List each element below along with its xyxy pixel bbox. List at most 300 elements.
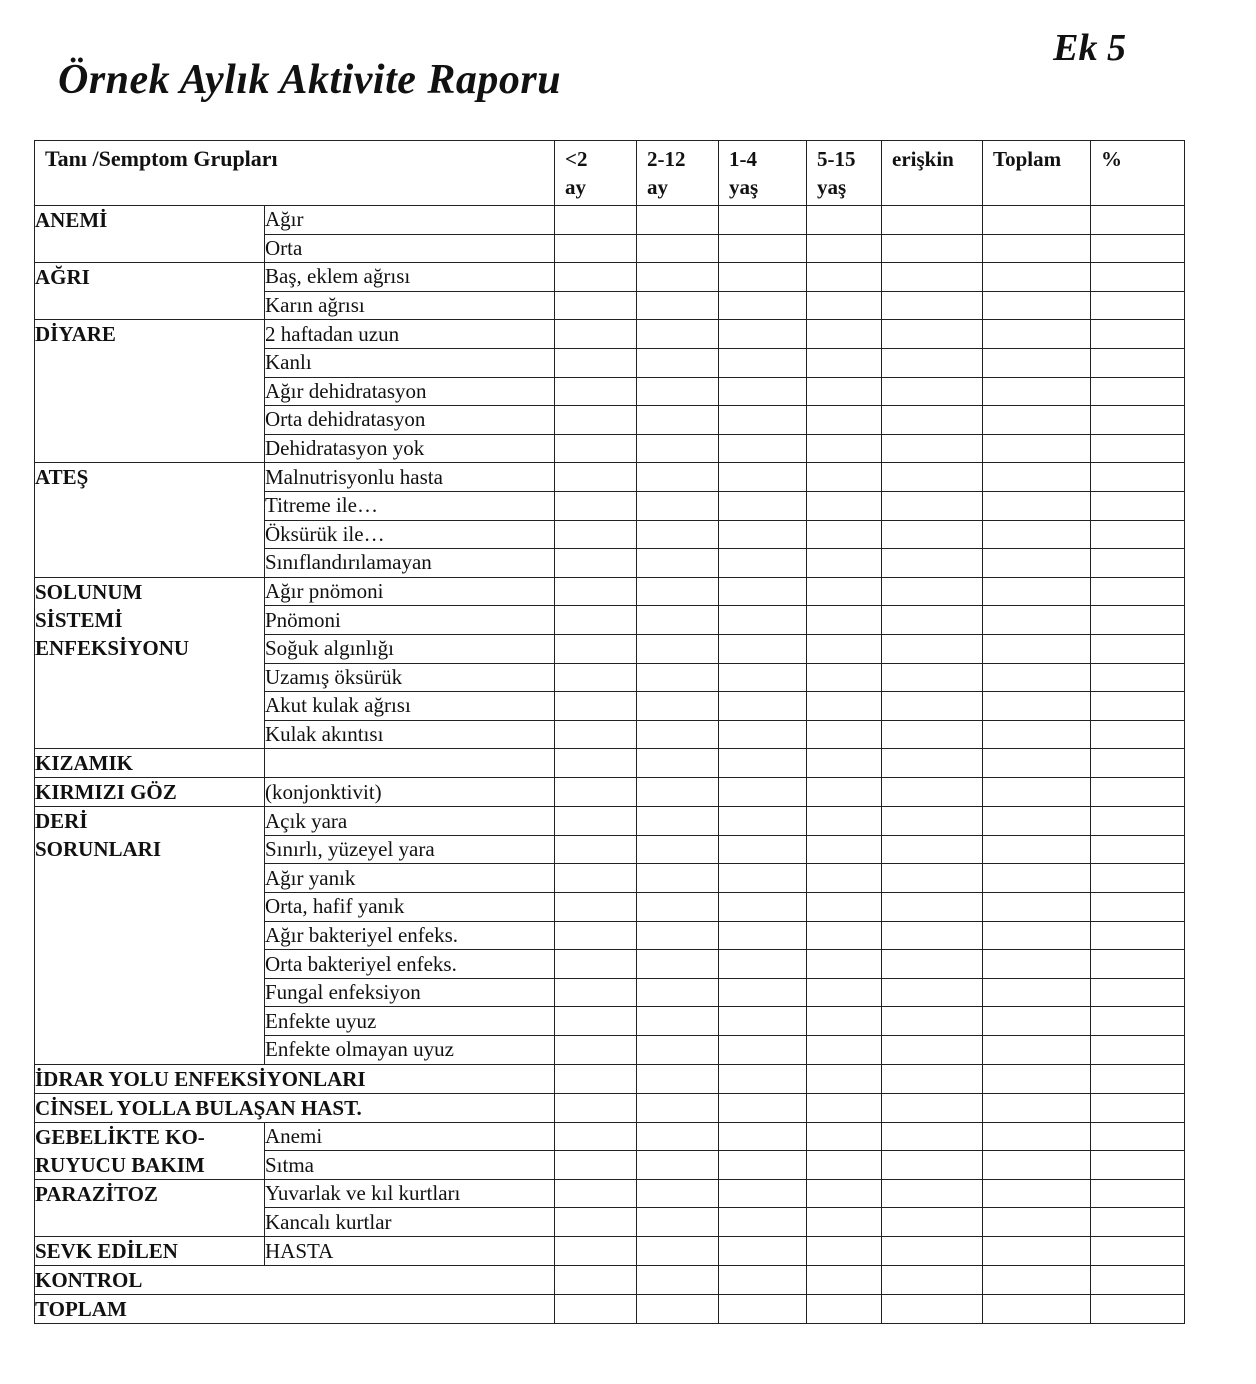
- entry-cell[interactable]: [882, 291, 983, 320]
- entry-cell[interactable]: [983, 549, 1091, 578]
- header-age-column: [1091, 141, 1185, 206]
- entry-cell[interactable]: [719, 950, 807, 979]
- group-label-line: SORUNLARI: [35, 837, 162, 862]
- subcategory-label: Sınıflandırılamayan: [265, 549, 555, 578]
- entry-cell[interactable]: [637, 720, 719, 749]
- entry-cell[interactable]: [983, 1064, 1091, 1093]
- entry-cell[interactable]: [807, 778, 882, 807]
- entry-cell[interactable]: [555, 807, 637, 836]
- entry-cell[interactable]: [983, 1007, 1091, 1036]
- entry-cell[interactable]: [1091, 606, 1185, 635]
- entry-cell[interactable]: [882, 1151, 983, 1180]
- entry-cell[interactable]: [882, 1237, 983, 1266]
- entry-cell[interactable]: [983, 1179, 1091, 1208]
- entry-cell[interactable]: [882, 921, 983, 950]
- entry-cell[interactable]: [555, 1179, 637, 1208]
- entry-cell[interactable]: [1091, 1179, 1185, 1208]
- entry-cell[interactable]: [637, 1007, 719, 1036]
- entry-cell[interactable]: [555, 291, 637, 320]
- entry-cell[interactable]: [807, 1295, 882, 1324]
- group-label-line: DERİ: [35, 809, 88, 834]
- entry-cell[interactable]: [1091, 1036, 1185, 1065]
- entry-cell[interactable]: [882, 491, 983, 520]
- entry-cell[interactable]: [637, 291, 719, 320]
- group-label-line: TOPLAM: [35, 1297, 127, 1321]
- entry-cell[interactable]: [882, 463, 983, 492]
- entry-cell[interactable]: [555, 549, 637, 578]
- entry-cell[interactable]: [637, 978, 719, 1007]
- entry-cell[interactable]: [555, 377, 637, 406]
- entry-cell[interactable]: [1091, 577, 1185, 606]
- entry-cell[interactable]: [1091, 291, 1185, 320]
- entry-cell[interactable]: [807, 835, 882, 864]
- entry-cell[interactable]: [882, 1179, 983, 1208]
- entry-cell[interactable]: [719, 864, 807, 893]
- subcategory-label: Ağır: [265, 206, 555, 235]
- entry-cell[interactable]: [555, 1064, 637, 1093]
- entry-cell[interactable]: [637, 606, 719, 635]
- entry-cell[interactable]: [983, 720, 1091, 749]
- entry-cell[interactable]: [637, 749, 719, 778]
- entry-cell[interactable]: [555, 206, 637, 235]
- entry-cell[interactable]: [719, 1151, 807, 1180]
- entry-cell[interactable]: [555, 406, 637, 435]
- entry-cell[interactable]: [983, 778, 1091, 807]
- entry-cell[interactable]: [719, 491, 807, 520]
- entry-cell[interactable]: [807, 1007, 882, 1036]
- entry-cell[interactable]: [983, 692, 1091, 721]
- entry-cell[interactable]: [807, 263, 882, 292]
- entry-cell[interactable]: [719, 807, 807, 836]
- entry-cell[interactable]: [555, 634, 637, 663]
- entry-cell[interactable]: [807, 1093, 882, 1122]
- entry-cell[interactable]: [983, 206, 1091, 235]
- entry-cell[interactable]: [983, 377, 1091, 406]
- header-age-column: [555, 141, 637, 206]
- entry-cell[interactable]: [983, 463, 1091, 492]
- entry-cell[interactable]: [719, 835, 807, 864]
- entry-cell[interactable]: [807, 634, 882, 663]
- entry-cell[interactable]: [637, 893, 719, 922]
- entry-cell[interactable]: [1091, 807, 1185, 836]
- entry-cell[interactable]: [983, 320, 1091, 349]
- header-category: Tanı /Semptom Grupları: [35, 141, 555, 206]
- entry-cell[interactable]: [807, 463, 882, 492]
- entry-cell[interactable]: [555, 1007, 637, 1036]
- entry-cell[interactable]: [983, 434, 1091, 463]
- entry-cell[interactable]: [637, 692, 719, 721]
- entry-cell[interactable]: [719, 377, 807, 406]
- entry-cell[interactable]: [719, 1295, 807, 1324]
- entry-cell[interactable]: [882, 864, 983, 893]
- group-label-line: RUYUCU BAKIM: [35, 1152, 205, 1177]
- subcategory-label: Orta: [265, 234, 555, 263]
- entry-cell[interactable]: [1091, 463, 1185, 492]
- entry-cell[interactable]: [719, 893, 807, 922]
- entry-cell[interactable]: [983, 406, 1091, 435]
- subcategory-label: Anemi: [265, 1122, 555, 1151]
- group-label: [35, 206, 265, 263]
- entry-cell[interactable]: [637, 520, 719, 549]
- entry-cell[interactable]: [882, 606, 983, 635]
- entry-cell[interactable]: [807, 978, 882, 1007]
- entry-cell[interactable]: [1091, 778, 1185, 807]
- entry-cell[interactable]: [882, 835, 983, 864]
- table-row: [35, 206, 1185, 235]
- entry-cell[interactable]: [807, 1266, 882, 1295]
- group-label: [35, 1179, 265, 1236]
- table-row: [35, 1122, 1185, 1151]
- entry-cell[interactable]: [983, 1093, 1091, 1122]
- entry-cell[interactable]: [882, 1122, 983, 1151]
- entry-cell[interactable]: [807, 434, 882, 463]
- table-row: [35, 1266, 1185, 1295]
- entry-cell[interactable]: [555, 1266, 637, 1295]
- entry-cell[interactable]: [1091, 1295, 1185, 1324]
- entry-cell[interactable]: [807, 549, 882, 578]
- entry-cell[interactable]: [1091, 1093, 1185, 1122]
- entry-cell[interactable]: [637, 1179, 719, 1208]
- entry-cell[interactable]: [719, 1237, 807, 1266]
- entry-cell[interactable]: [637, 234, 719, 263]
- entry-cell[interactable]: [719, 634, 807, 663]
- entry-cell[interactable]: [882, 778, 983, 807]
- entry-cell[interactable]: [637, 778, 719, 807]
- entry-cell[interactable]: [807, 348, 882, 377]
- entry-cell[interactable]: [1091, 978, 1185, 1007]
- entry-cell[interactable]: [882, 663, 983, 692]
- entry-cell[interactable]: [555, 434, 637, 463]
- entry-cell[interactable]: [719, 1093, 807, 1122]
- entry-cell[interactable]: [555, 749, 637, 778]
- entry-cell[interactable]: [807, 1237, 882, 1266]
- entry-cell[interactable]: [983, 348, 1091, 377]
- entry-cell[interactable]: [719, 749, 807, 778]
- entry-cell[interactable]: [882, 1208, 983, 1237]
- entry-cell[interactable]: [983, 921, 1091, 950]
- entry-cell[interactable]: [1091, 434, 1185, 463]
- entry-cell[interactable]: [807, 491, 882, 520]
- entry-cell[interactable]: [555, 950, 637, 979]
- entry-cell[interactable]: [555, 520, 637, 549]
- entry-cell[interactable]: [555, 778, 637, 807]
- group-label-line: ENFEKSİYONU: [35, 635, 190, 660]
- entry-cell[interactable]: [983, 893, 1091, 922]
- entry-cell[interactable]: [882, 1093, 983, 1122]
- entry-cell[interactable]: [555, 320, 637, 349]
- entry-cell[interactable]: [983, 1237, 1091, 1266]
- entry-cell[interactable]: [882, 377, 983, 406]
- entry-cell[interactable]: [637, 348, 719, 377]
- entry-cell[interactable]: [983, 263, 1091, 292]
- entry-cell[interactable]: [719, 1122, 807, 1151]
- entry-cell[interactable]: [807, 720, 882, 749]
- entry-cell[interactable]: [1091, 1266, 1185, 1295]
- entry-cell[interactable]: [719, 549, 807, 578]
- entry-cell[interactable]: [807, 692, 882, 721]
- entry-cell[interactable]: [719, 434, 807, 463]
- entry-cell[interactable]: [637, 634, 719, 663]
- entry-cell[interactable]: [1091, 835, 1185, 864]
- entry-cell[interactable]: [882, 549, 983, 578]
- entry-cell[interactable]: [719, 234, 807, 263]
- entry-cell[interactable]: [555, 1208, 637, 1237]
- entry-cell[interactable]: [637, 1208, 719, 1237]
- entry-cell[interactable]: [1091, 520, 1185, 549]
- entry-cell[interactable]: [882, 893, 983, 922]
- entry-cell[interactable]: [807, 749, 882, 778]
- entry-cell[interactable]: [807, 1122, 882, 1151]
- entry-cell[interactable]: [807, 577, 882, 606]
- entry-cell[interactable]: [882, 520, 983, 549]
- entry-cell[interactable]: [555, 491, 637, 520]
- entry-cell[interactable]: [719, 720, 807, 749]
- entry-cell[interactable]: [1091, 1208, 1185, 1237]
- entry-cell[interactable]: [1091, 893, 1185, 922]
- entry-cell[interactable]: [1091, 950, 1185, 979]
- entry-cell[interactable]: [719, 406, 807, 435]
- group-label-line: İDRAR YOLU ENFEKSİYONLARI: [35, 1066, 366, 1091]
- entry-cell[interactable]: [882, 950, 983, 979]
- entry-cell[interactable]: [637, 663, 719, 692]
- entry-cell[interactable]: [637, 1237, 719, 1266]
- entry-cell[interactable]: [555, 234, 637, 263]
- entry-cell[interactable]: [555, 1093, 637, 1122]
- entry-cell[interactable]: [719, 1208, 807, 1237]
- entry-cell[interactable]: [555, 1151, 637, 1180]
- entry-cell[interactable]: [1091, 1064, 1185, 1093]
- entry-cell[interactable]: [807, 663, 882, 692]
- entry-cell[interactable]: [807, 520, 882, 549]
- entry-cell[interactable]: [719, 1179, 807, 1208]
- entry-cell[interactable]: [983, 234, 1091, 263]
- subcategory-label: (konjonktivit): [265, 778, 555, 807]
- entry-cell[interactable]: [719, 348, 807, 377]
- entry-cell[interactable]: [555, 606, 637, 635]
- entry-cell[interactable]: [637, 1295, 719, 1324]
- entry-cell[interactable]: [719, 692, 807, 721]
- header-column-line1: <2: [565, 147, 588, 171]
- entry-cell[interactable]: [637, 1151, 719, 1180]
- entry-cell[interactable]: [983, 950, 1091, 979]
- entry-cell[interactable]: [983, 1036, 1091, 1065]
- entry-cell[interactable]: [719, 1266, 807, 1295]
- entry-cell[interactable]: [807, 320, 882, 349]
- entry-cell[interactable]: [807, 206, 882, 235]
- entry-cell[interactable]: [555, 1122, 637, 1151]
- entry-cell[interactable]: [882, 1266, 983, 1295]
- entry-cell[interactable]: [555, 263, 637, 292]
- entry-cell[interactable]: [637, 835, 719, 864]
- entry-cell[interactable]: [555, 1295, 637, 1324]
- entry-cell[interactable]: [1091, 206, 1185, 235]
- entry-cell[interactable]: [719, 921, 807, 950]
- entry-cell[interactable]: [719, 320, 807, 349]
- entry-cell[interactable]: [719, 206, 807, 235]
- entry-cell[interactable]: [1091, 692, 1185, 721]
- entry-cell[interactable]: [983, 1122, 1091, 1151]
- entry-cell[interactable]: [1091, 263, 1185, 292]
- entry-cell[interactable]: [1091, 491, 1185, 520]
- entry-cell[interactable]: [637, 320, 719, 349]
- entry-cell[interactable]: [807, 950, 882, 979]
- entry-cell[interactable]: [637, 1266, 719, 1295]
- entry-cell[interactable]: [882, 720, 983, 749]
- entry-cell[interactable]: [555, 978, 637, 1007]
- entry-cell[interactable]: [1091, 549, 1185, 578]
- entry-cell[interactable]: [983, 835, 1091, 864]
- entry-cell[interactable]: [719, 263, 807, 292]
- entry-cell[interactable]: [983, 577, 1091, 606]
- entry-cell[interactable]: [555, 864, 637, 893]
- entry-cell[interactable]: [719, 778, 807, 807]
- entry-cell[interactable]: [882, 577, 983, 606]
- entry-cell[interactable]: [555, 835, 637, 864]
- entry-cell[interactable]: [983, 291, 1091, 320]
- entry-cell[interactable]: [807, 377, 882, 406]
- entry-cell[interactable]: [555, 921, 637, 950]
- entry-cell[interactable]: [882, 1064, 983, 1093]
- entry-cell[interactable]: [882, 206, 983, 235]
- entry-cell[interactable]: [719, 291, 807, 320]
- entry-cell[interactable]: [882, 1036, 983, 1065]
- entry-cell[interactable]: [637, 1122, 719, 1151]
- entry-cell[interactable]: [882, 263, 983, 292]
- entry-cell[interactable]: [882, 1007, 983, 1036]
- entry-cell[interactable]: [882, 234, 983, 263]
- entry-cell[interactable]: [637, 577, 719, 606]
- entry-cell[interactable]: [1091, 864, 1185, 893]
- entry-cell[interactable]: [882, 320, 983, 349]
- entry-cell[interactable]: [719, 606, 807, 635]
- entry-cell[interactable]: [983, 491, 1091, 520]
- entry-cell[interactable]: [555, 720, 637, 749]
- subcategory-label: Soğuk algınlığı: [265, 634, 555, 663]
- entry-cell[interactable]: [719, 520, 807, 549]
- entry-cell[interactable]: [807, 606, 882, 635]
- entry-cell[interactable]: [807, 864, 882, 893]
- entry-cell[interactable]: [807, 921, 882, 950]
- entry-cell[interactable]: [1091, 749, 1185, 778]
- entry-cell[interactable]: [882, 978, 983, 1007]
- entry-cell[interactable]: [1091, 234, 1185, 263]
- entry-cell[interactable]: [807, 406, 882, 435]
- entry-cell[interactable]: [983, 1208, 1091, 1237]
- entry-cell[interactable]: [983, 634, 1091, 663]
- entry-cell[interactable]: [719, 463, 807, 492]
- entry-cell[interactable]: [637, 406, 719, 435]
- entry-cell[interactable]: [807, 893, 882, 922]
- entry-cell[interactable]: [637, 1036, 719, 1065]
- entry-cell[interactable]: [983, 807, 1091, 836]
- entry-cell[interactable]: [1091, 1151, 1185, 1180]
- entry-cell[interactable]: [555, 692, 637, 721]
- entry-cell[interactable]: [637, 206, 719, 235]
- entry-cell[interactable]: [1091, 1007, 1185, 1036]
- entry-cell[interactable]: [1091, 1122, 1185, 1151]
- entry-cell[interactable]: [555, 1237, 637, 1266]
- entry-cell[interactable]: [983, 1266, 1091, 1295]
- entry-cell[interactable]: [637, 491, 719, 520]
- entry-cell[interactable]: [882, 692, 983, 721]
- entry-cell[interactable]: [983, 663, 1091, 692]
- entry-cell[interactable]: [983, 1151, 1091, 1180]
- entry-cell[interactable]: [719, 663, 807, 692]
- entry-cell[interactable]: [719, 1007, 807, 1036]
- entry-cell[interactable]: [637, 950, 719, 979]
- entry-cell[interactable]: [983, 749, 1091, 778]
- entry-cell[interactable]: [1091, 348, 1185, 377]
- entry-cell[interactable]: [983, 978, 1091, 1007]
- entry-cell[interactable]: [882, 807, 983, 836]
- entry-cell[interactable]: [1091, 720, 1185, 749]
- entry-cell[interactable]: [637, 1093, 719, 1122]
- entry-cell[interactable]: [1091, 320, 1185, 349]
- entry-cell[interactable]: [807, 291, 882, 320]
- entry-cell[interactable]: [719, 1036, 807, 1065]
- entry-cell[interactable]: [882, 634, 983, 663]
- entry-cell[interactable]: [719, 577, 807, 606]
- entry-cell[interactable]: [555, 893, 637, 922]
- entry-cell[interactable]: [882, 348, 983, 377]
- entry-cell[interactable]: [719, 978, 807, 1007]
- entry-cell[interactable]: [637, 1064, 719, 1093]
- entry-cell[interactable]: [807, 1036, 882, 1065]
- entry-cell[interactable]: [807, 1208, 882, 1237]
- entry-cell[interactable]: [882, 749, 983, 778]
- entry-cell[interactable]: [555, 663, 637, 692]
- entry-cell[interactable]: [807, 1151, 882, 1180]
- entry-cell[interactable]: [719, 1064, 807, 1093]
- entry-cell[interactable]: [1091, 1237, 1185, 1266]
- entry-cell[interactable]: [637, 864, 719, 893]
- entry-cell[interactable]: [637, 434, 719, 463]
- entry-cell[interactable]: [637, 263, 719, 292]
- table-row: [35, 463, 1185, 492]
- entry-cell[interactable]: [807, 807, 882, 836]
- entry-cell[interactable]: [807, 1064, 882, 1093]
- entry-cell[interactable]: [637, 377, 719, 406]
- entry-cell[interactable]: [1091, 663, 1185, 692]
- entry-cell[interactable]: [882, 1295, 983, 1324]
- entry-cell[interactable]: [807, 234, 882, 263]
- entry-cell[interactable]: [637, 549, 719, 578]
- entry-cell[interactable]: [1091, 406, 1185, 435]
- subcategory-label: 2 haftadan uzun: [265, 320, 555, 349]
- entry-cell[interactable]: [882, 406, 983, 435]
- entry-cell[interactable]: [983, 864, 1091, 893]
- entry-cell[interactable]: [1091, 921, 1185, 950]
- entry-cell[interactable]: [1091, 634, 1185, 663]
- group-label-line: ATEŞ: [35, 465, 89, 490]
- entry-cell[interactable]: [555, 1036, 637, 1065]
- entry-cell[interactable]: [637, 463, 719, 492]
- entry-cell[interactable]: [637, 807, 719, 836]
- entry-cell[interactable]: [983, 520, 1091, 549]
- header-column-line1: 5-15: [817, 147, 856, 171]
- entry-cell[interactable]: [555, 577, 637, 606]
- entry-cell[interactable]: [983, 1295, 1091, 1324]
- entry-cell[interactable]: [637, 921, 719, 950]
- entry-cell[interactable]: [983, 606, 1091, 635]
- subcategory-label: Sıtma: [265, 1151, 555, 1180]
- entry-cell[interactable]: [555, 463, 637, 492]
- entry-cell[interactable]: [807, 1179, 882, 1208]
- entry-cell[interactable]: [882, 434, 983, 463]
- entry-cell[interactable]: [555, 348, 637, 377]
- group-label-line: KIRMIZI GÖZ: [35, 780, 177, 805]
- entry-cell[interactable]: [1091, 377, 1185, 406]
